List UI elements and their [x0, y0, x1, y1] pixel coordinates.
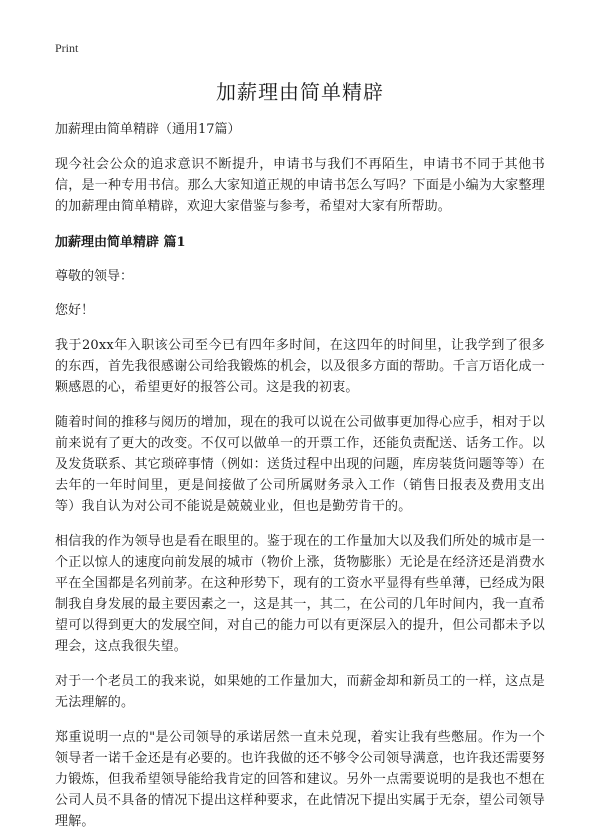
section-heading: 加薪理由简单精辟 篇1	[55, 235, 186, 250]
body-paragraph: 随着时间的推移与阅历的增加，现在的我可以说在公司做事更加得心应手，相对于以前来说有了更大的改变。不仅可以做单一的开票工作，还能负责配送、话务工作。以及发货联系、其它琐碎事情（例如：送货过程中出现的问题，库房装货问题等等）在去年的一年时间里，更是间接做了公司所属财务录入工作（销售日报表及费用支出等）我自认为对公司不能说是兢兢业业，但也是勤劳肯干的。	[55, 415, 545, 514]
intro-paragraph: 现今社会公众的追求意识不断提升，申请书与我们不再陌生，申请书不同于其他书信，是一种专用书信。那么大家知道正规的申请书怎么写吗？下面是小编为大家整理的加薪理由简单精辟，欢迎大家借鉴与参考，希望对大家有所帮助。	[55, 157, 545, 214]
greeting: 您好！	[55, 303, 95, 318]
print-link[interactable]: Print	[55, 41, 79, 55]
body-paragraph: 郑重说明一点的"是公司领导的承诺居然一直未兑现，着实让我有些憋屈。作为一个领导者一诺千金还是有必要的。也许我做的还不够令公司领导满意，也许我还需要努力锻炼，但我希望领导能给我肯定的回答和建议。另外一点需要说明的是我也不想在公司人员不具备的情况下提出这样种要求，在此情况下提出实属于无奈，望公司领导理解。	[55, 730, 545, 829]
document-subtitle: 加薪理由简单精辟（通用17篇）	[55, 122, 241, 137]
salutation: 尊敬的领导：	[55, 269, 134, 284]
body-paragraph: 相信我的作为领导也是看在眼里的。鉴于现在的工作量加大以及我们所处的城市是一个正以惊人的速度向前发展的城市（物价上涨，货物膨胀）无论是在经济还是消费水平在全国都是名列前茅。在这种形势下，现有的工资水平显得有些单薄，已经成为限制我自身发展的最主要因素之一，这是其一，其二，在公司的几年时间内，我一直希望可以得到更大的发展空间，对自己的能力可以有更深层入的提升，但公司都未予以理会，这点我很失望。	[55, 534, 545, 654]
body-paragraph: 对于一个老员工的我来说，如果她的工作量加大，而薪金却和新员工的一样，这点是无法理解的。	[55, 674, 545, 710]
body-paragraph: 我于20xx年入职该公司至今已有四年多时间，在这四年的时间里，让我学到了很多的东西，首先我很感谢公司给我锻炼的机会，以及很多方面的帮助。千言万语化成一颗感恩的心，希望更好的报答公司。这是我的初衷。	[55, 338, 545, 395]
document-title: 加薪理由简单精辟	[216, 80, 384, 104]
